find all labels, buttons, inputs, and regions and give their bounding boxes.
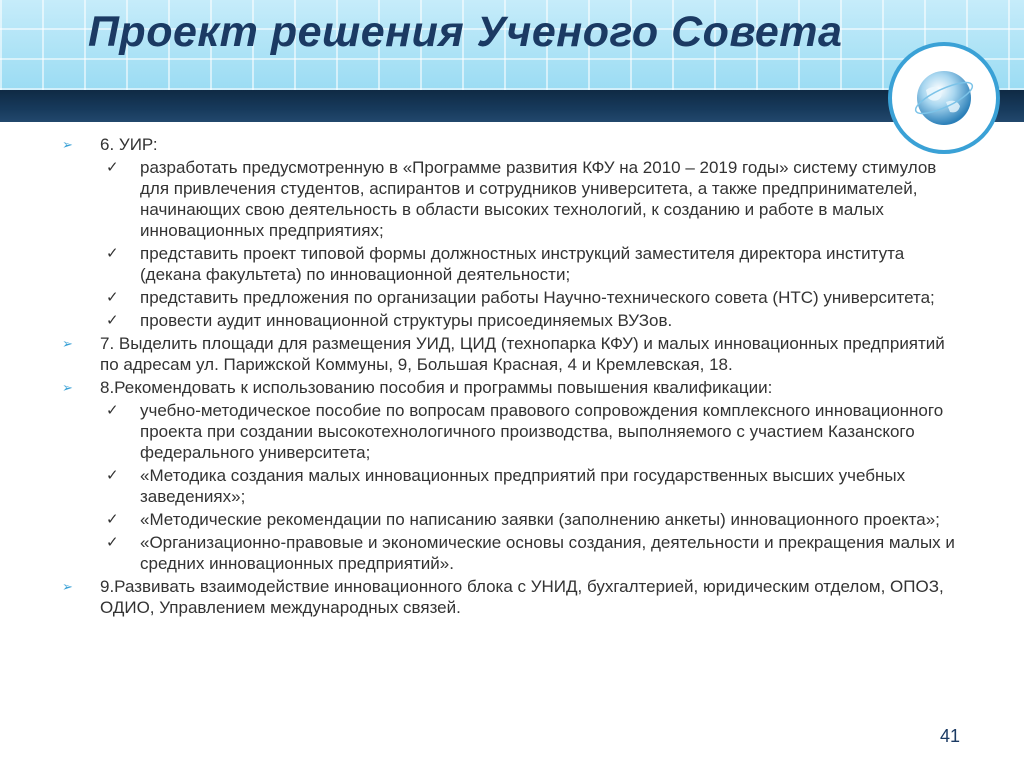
list-item-text: учебно-методическое пособие по вопросам правового сопровождения комплексного инновационного проекта при создании высокотехнологичного производства, выполняемого с участием Казанского федерального университета;: [140, 401, 944, 462]
checkmark-bullet-icon: ✓: [106, 312, 119, 329]
page-number: 41: [939, 726, 960, 746]
arrowhead-bullet-icon: ➢: [62, 380, 73, 395]
list-item-text: провести аудит инновационной структуры присоединяемых ВУЗов.: [140, 311, 673, 330]
list-item-text: представить предложения по организации работы Научно-технического совета (НТС) университета;: [140, 288, 935, 307]
slide-title: Проект решения Ученого Совета: [88, 8, 843, 56]
sub-list-item: [60, 465, 960, 507]
list-item-text: «Методические рекомендации по написанию заявки (заполнению анкеты) инновационного проекта»;: [140, 510, 940, 529]
checkmark-bullet-icon: ✓: [106, 289, 119, 306]
sub-list-item: [60, 157, 960, 241]
slide-body: [60, 134, 960, 620]
list-item: [60, 377, 960, 398]
sub-list-item: [60, 243, 960, 285]
list-item-text: «Методика создания малых инновационных предприятий при государственных высших учебных заведениях»;: [140, 466, 906, 506]
list-item-text: разработать предусмотренную в «Программе развития КФУ на 2010 – 2019 годы» систему стимулов для привлечения студентов, аспирантов и сотрудников университета, а также предпринимателей, начинающих свою деятельность в области высоких технологий, к созданию и работе в малых инновационных предприятиях;: [140, 158, 937, 240]
list-item-text: представить проект типовой формы должностных инструкций заместителя директора института (декана факультета) по инновационной деятельности;: [140, 244, 905, 284]
list-item-text: 7. Выделить площади для размещения УИД, ЦИД (технопарка КФУ) и малых инновационных предприятий по адресам ул. Парижской Коммуны, 9, Большая Красная, 4 и Кремлевская, 18.: [100, 334, 945, 374]
sub-list-item: [60, 532, 960, 574]
checkmark-bullet-icon: ✓: [106, 402, 119, 419]
list-item-text: 9.Развивать взаимодействие инновационного блока с УНИД, бухгалтерией, юридическим отделом, ОПОЗ, ОДИО, Управлением международных связей.: [100, 577, 944, 617]
checkmark-bullet-icon: ✓: [106, 467, 119, 484]
list-item: [60, 134, 960, 155]
arrowhead-bullet-icon: ➢: [62, 579, 73, 594]
list-item-text: «Организационно-правовые и экономические основы создания, деятельности и прекращения малых и средних инновационных предприятий».: [140, 533, 955, 573]
header-band: [0, 90, 1024, 122]
list-item-text: 6. УИР:: [100, 135, 158, 154]
arrowhead-bullet-icon: ➢: [62, 137, 73, 152]
checkmark-bullet-icon: ✓: [106, 159, 119, 176]
arrowhead-bullet-icon: ➢: [62, 336, 73, 351]
checkmark-bullet-icon: ✓: [106, 245, 119, 262]
list-item-text: 8.Рекомендовать к использованию пособия и программы повышения квалификации:: [100, 378, 773, 397]
checkmark-bullet-icon: ✓: [106, 511, 119, 528]
sub-list-item: [60, 287, 960, 308]
list-item: [60, 333, 960, 375]
checkmark-bullet-icon: ✓: [106, 534, 119, 551]
sub-list-item: [60, 400, 960, 463]
sub-list-item: [60, 310, 960, 331]
globe-icon: [912, 66, 976, 130]
sub-list-item: [60, 509, 960, 530]
list-item: [60, 576, 960, 618]
